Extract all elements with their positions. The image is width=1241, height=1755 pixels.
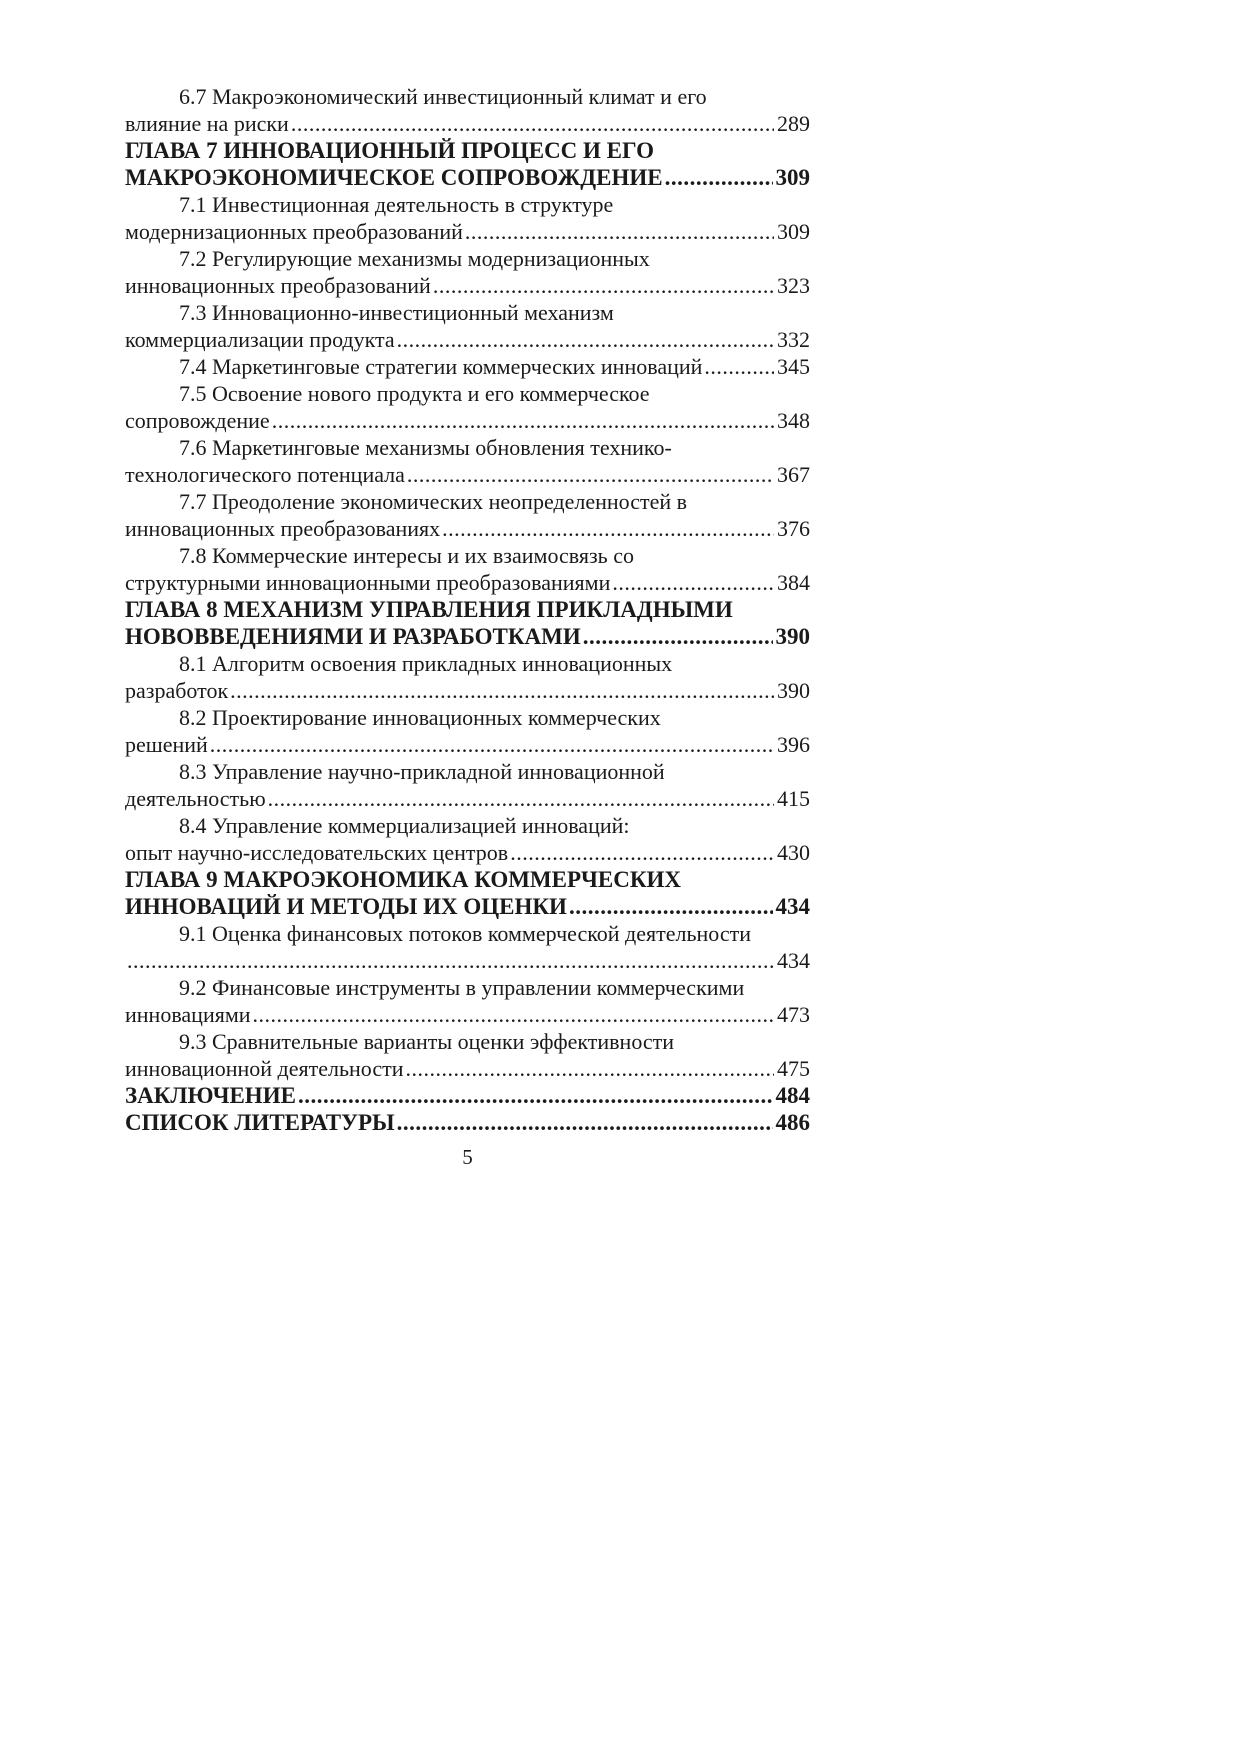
toc-chapter-title: ГЛАВА 7 ИННОВАЦИОННЫЙ ПРОЦЕСС И ЕГО bbox=[125, 138, 654, 163]
toc-entry-title-cont: решений bbox=[125, 732, 208, 757]
toc-entry-title-cont: инновационных преобразованиях bbox=[125, 516, 441, 541]
toc-entry-line bbox=[125, 326, 810, 353]
toc-chapter-title: ГЛАВА 9 МАКРОЭКОНОМИКА КОММЕРЧЕСКИХ bbox=[125, 867, 682, 892]
leader-dots bbox=[442, 515, 774, 542]
toc-entry-title-cont: модернизационных преобразований bbox=[125, 219, 463, 244]
toc-entry-title: 7.6 Маркетинговые механизмы обновления технико- bbox=[179, 435, 672, 460]
toc-page-number: 434 bbox=[777, 948, 810, 973]
toc-chapter-title-cont: ИННОВАЦИЙ И МЕТОДЫ ИХ ОЦЕНКИ bbox=[125, 894, 567, 919]
toc-entry-title: 7.4 Маркетинговые стратегии коммерческих инноваций bbox=[179, 354, 703, 379]
toc-conclusion bbox=[125, 1082, 810, 1109]
toc-entry-title: 8.3 Управление научно-прикладной инновационной bbox=[179, 759, 665, 784]
toc-entry-title-cont: коммерциализации продукта bbox=[125, 327, 395, 352]
table-of-contents bbox=[125, 83, 810, 1136]
leader-dots bbox=[433, 272, 774, 299]
toc-page-number: 390 bbox=[777, 678, 810, 703]
toc-chapter-title: СПИСОК ЛИТЕРАТУРЫ bbox=[125, 1110, 395, 1135]
toc-entry-title-cont: сопровождение bbox=[125, 408, 270, 433]
leader-dots bbox=[665, 164, 773, 191]
toc-entry-title-cont: разработок bbox=[125, 678, 229, 703]
toc-page-number: 486 bbox=[775, 1110, 810, 1135]
toc-entry-7-3 bbox=[125, 299, 810, 353]
toc-entry-title: 6.7 Макроэкономический инвестиционный климат и его bbox=[179, 84, 707, 109]
toc-entry-line bbox=[125, 731, 810, 758]
toc-entry-7-6 bbox=[125, 434, 810, 488]
toc-entry-9-2 bbox=[125, 974, 810, 1028]
toc-entry-title: 7.8 Коммерческие интересы и их взаимосвязь со bbox=[179, 543, 634, 568]
toc-entry-title-cont: структурными инновационными преобразованиями bbox=[125, 570, 611, 595]
toc-entry-title-cont: инновационной деятельности bbox=[125, 1056, 404, 1081]
toc-page-number: 332 bbox=[777, 327, 810, 352]
toc-entry-8-2 bbox=[125, 704, 810, 758]
leader-dots bbox=[253, 1001, 774, 1028]
toc-entry-title-cont: инновационных преобразований bbox=[125, 273, 431, 298]
leader-dots bbox=[583, 623, 773, 650]
toc-entry-title: 9.1 Оценка финансовых потоков коммерческой деятельности bbox=[179, 921, 751, 946]
toc-entry-9-3 bbox=[125, 1028, 810, 1082]
toc-chapter-title-cont: НОВОВВЕДЕНИЯМИ И РАЗРАБОТКАМИ bbox=[125, 624, 581, 649]
toc-entry-title: 8.4 Управление коммерциализацией инноваций: bbox=[179, 813, 630, 838]
toc-entry-title-cont: инновациями bbox=[125, 1002, 251, 1027]
toc-entry-title-cont: технологического потенциала bbox=[125, 462, 405, 487]
leader-dots bbox=[406, 1055, 775, 1082]
toc-entry-line bbox=[125, 839, 810, 866]
toc-page-number: 484 bbox=[775, 1083, 810, 1108]
toc-chapter-7 bbox=[125, 137, 810, 191]
leader-dots bbox=[298, 1082, 773, 1109]
toc-entry-title: 8.1 Алгоритм освоения прикладных инновационных bbox=[179, 651, 673, 676]
toc-entry-line bbox=[125, 164, 810, 191]
toc-chapter-title-cont: МАКРОЭКОНОМИЧЕСКОЕ СОПРОВОЖДЕНИЕ bbox=[125, 165, 663, 190]
toc-page-number: 367 bbox=[777, 462, 810, 487]
toc-entry-title: 7.3 Инновационно-инвестиционный механизм bbox=[179, 300, 614, 325]
toc-entry-line bbox=[125, 623, 810, 650]
toc-entry-7-5 bbox=[125, 380, 810, 434]
toc-page-number: 309 bbox=[775, 165, 810, 190]
toc-entry-title: 7.7 Преодоление экономических неопределенностей в bbox=[179, 489, 688, 514]
toc-page-number: 289 bbox=[777, 111, 810, 136]
page-number: 5 bbox=[462, 1145, 473, 1169]
toc-entry-8-1 bbox=[125, 650, 810, 704]
leader-dots bbox=[272, 407, 774, 434]
leader-dots bbox=[612, 569, 774, 596]
toc-page-number: 376 bbox=[777, 516, 810, 541]
toc-page-number: 390 bbox=[775, 624, 810, 649]
toc-entry-title-cont: опыт научно-исследовательских центров bbox=[125, 840, 509, 865]
leader-dots bbox=[210, 731, 774, 758]
toc-page-number: 473 bbox=[777, 1002, 810, 1027]
toc-page-number: 396 bbox=[777, 732, 810, 757]
leader-dots bbox=[569, 893, 773, 920]
toc-entry-line bbox=[125, 515, 810, 542]
toc-page-number: 309 bbox=[777, 219, 810, 244]
toc-entry-9-1 bbox=[125, 920, 810, 974]
leader-dots bbox=[291, 110, 774, 137]
toc-chapter-title: ЗАКЛЮЧЕНИЕ bbox=[125, 1083, 296, 1108]
toc-page-number: 345 bbox=[777, 354, 810, 379]
leader-dots bbox=[704, 353, 774, 380]
toc-entry-7-7 bbox=[125, 488, 810, 542]
toc-entry-title: 7.5 Освоение нового продукта и его коммерческое bbox=[179, 381, 650, 406]
toc-entry-line bbox=[125, 218, 810, 245]
toc-entry-6-7 bbox=[125, 83, 810, 137]
toc-entry-7-1 bbox=[125, 191, 810, 245]
toc-entry-line bbox=[125, 947, 810, 974]
toc-page-number: 434 bbox=[775, 894, 810, 919]
toc-entry-title-cont: деятельностью bbox=[125, 786, 266, 811]
toc-entry-line bbox=[125, 893, 810, 920]
toc-entry-line bbox=[125, 785, 810, 812]
toc-entry-line bbox=[125, 1082, 810, 1109]
leader-dots bbox=[465, 218, 774, 245]
toc-entry-title: 7.2 Регулирующие механизмы модернизационных bbox=[179, 246, 650, 271]
toc-page-number: 415 bbox=[777, 786, 810, 811]
toc-chapter-9 bbox=[125, 866, 810, 920]
toc-entry-line bbox=[125, 272, 810, 299]
toc-page-number: 384 bbox=[777, 570, 810, 595]
toc-entry-line bbox=[125, 1055, 810, 1082]
toc-entry-title: 8.2 Проектирование инновационных коммерческих bbox=[179, 705, 661, 730]
toc-page-number: 348 bbox=[777, 408, 810, 433]
toc-page-number: 430 bbox=[777, 840, 810, 865]
toc-entry-line bbox=[125, 461, 810, 488]
toc-page-number: 475 bbox=[777, 1056, 810, 1081]
toc-entry-title-cont: влияние на риски bbox=[125, 111, 289, 136]
toc-chapter-title: ГЛАВА 8 МЕХАНИЗМ УПРАВЛЕНИЯ ПРИКЛАДНЫМИ bbox=[125, 597, 733, 622]
toc-entry-7-4 bbox=[125, 353, 810, 380]
toc-page-number: 323 bbox=[777, 273, 810, 298]
leader-dots bbox=[268, 785, 774, 812]
toc-references bbox=[125, 1109, 810, 1136]
toc-entry-line bbox=[125, 1109, 810, 1136]
leader-dots bbox=[397, 1109, 773, 1136]
leader-dots bbox=[510, 839, 774, 866]
toc-entry-title: 9.3 Сравнительные варианты оценки эффективности bbox=[179, 1029, 675, 1054]
toc-entry-line bbox=[125, 1001, 810, 1028]
leader-dots bbox=[230, 677, 774, 704]
toc-entry-7-2 bbox=[125, 245, 810, 299]
leader-dots bbox=[127, 947, 774, 974]
toc-entry-line bbox=[125, 407, 810, 434]
toc-entry-title: 7.1 Инвестиционная деятельность в структуре bbox=[179, 192, 614, 217]
toc-entry-line bbox=[125, 677, 810, 704]
toc-entry-8-4 bbox=[125, 812, 810, 866]
toc-entry-line bbox=[125, 110, 810, 137]
leader-dots bbox=[407, 461, 774, 488]
toc-entry-title: 9.2 Финансовые инструменты в управлении коммерческими bbox=[179, 975, 745, 1000]
toc-chapter-8 bbox=[125, 596, 810, 650]
toc-entry-7-8 bbox=[125, 542, 810, 596]
leader-dots bbox=[397, 326, 774, 353]
toc-entry-8-3 bbox=[125, 758, 810, 812]
toc-entry-line bbox=[125, 569, 810, 596]
toc-entry-line bbox=[125, 353, 810, 380]
